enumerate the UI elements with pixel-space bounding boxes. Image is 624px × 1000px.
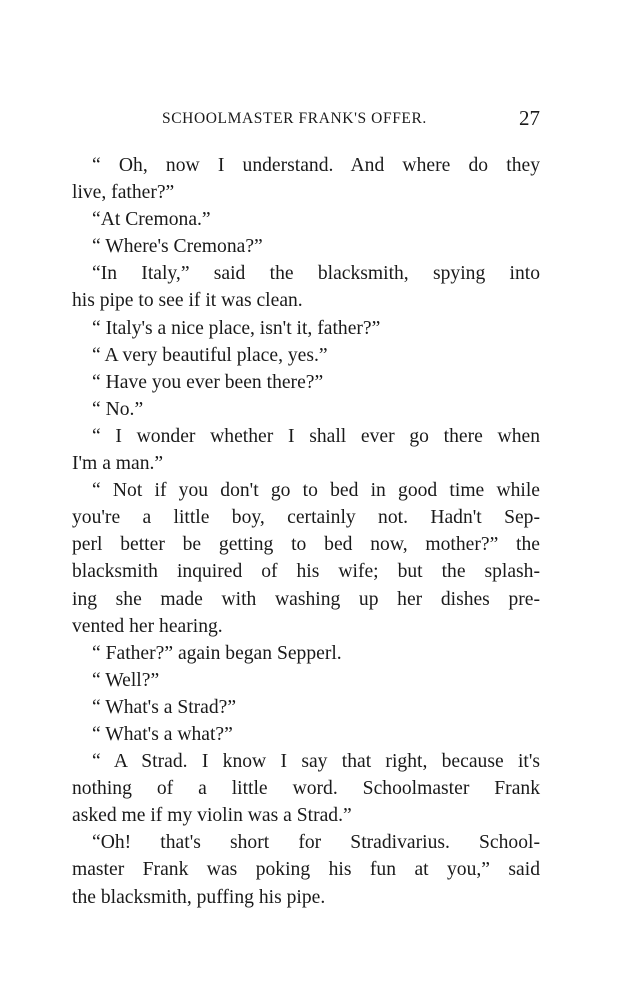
text-line: “ Father?” again began Sepperl. [92,642,342,664]
running-head [72,106,540,140]
text-line: you're a little boy, certainly not. Hadn't Sep- [72,507,540,529]
text-line: “ I wonder whether I shall ever go there when [92,425,540,447]
text-line: master Frank was poking his fun at you,” said [72,859,540,881]
text-line: “ Have you ever been there?” [92,371,324,393]
text-line: “ What's a Strad?” [92,696,237,718]
text-line: “ What's a what?” [92,723,233,745]
text-line: I'm a man.” [72,453,164,475]
text-line: “ Oh, now I understand. And where do they [92,155,540,176]
page-number: 27 [519,106,540,130]
text-line: “ Not if you don't go to bed in good time while [92,480,540,502]
text-line: his pipe to see if it was clean. [72,290,303,312]
text-line: “ A very beautiful place, yes.” [92,344,328,366]
text-line: “ Well?” [92,669,160,691]
text-line: vented her hearing. [72,615,223,637]
running-title: SCHOOLMASTER FRANK'S OFFER. [162,110,427,127]
text-line: “In Italy,” said the blacksmith, spying into [92,263,540,285]
text-line: “At Cremona.” [92,209,211,231]
text-line: “ No.” [92,398,144,420]
text-line: “ A Strad. I know I say that right, because it's [92,751,540,773]
text-line: the blacksmith, puffing his pipe. [72,886,326,908]
text-line: asked me if my violin was a Strad.” [72,805,352,827]
text-line: blacksmith inquired of his wife; but the splash- [72,561,540,583]
text-line: ing she made with washing up her dishes pre- [72,588,540,610]
text-line: perl better be getting to bed now, mother?” the [72,534,540,556]
text-line: “ Italy's a nice place, isn't it, father?” [92,317,381,339]
book-page [72,106,540,911]
body-text [72,152,540,911]
text-line: live, father?” [72,182,175,204]
text-line: “Oh! that's short for Stradivarius. School- [92,832,540,854]
text-line: nothing of a little word. Schoolmaster Frank [72,778,540,800]
text-line: “ Where's Cremona?” [92,236,263,258]
